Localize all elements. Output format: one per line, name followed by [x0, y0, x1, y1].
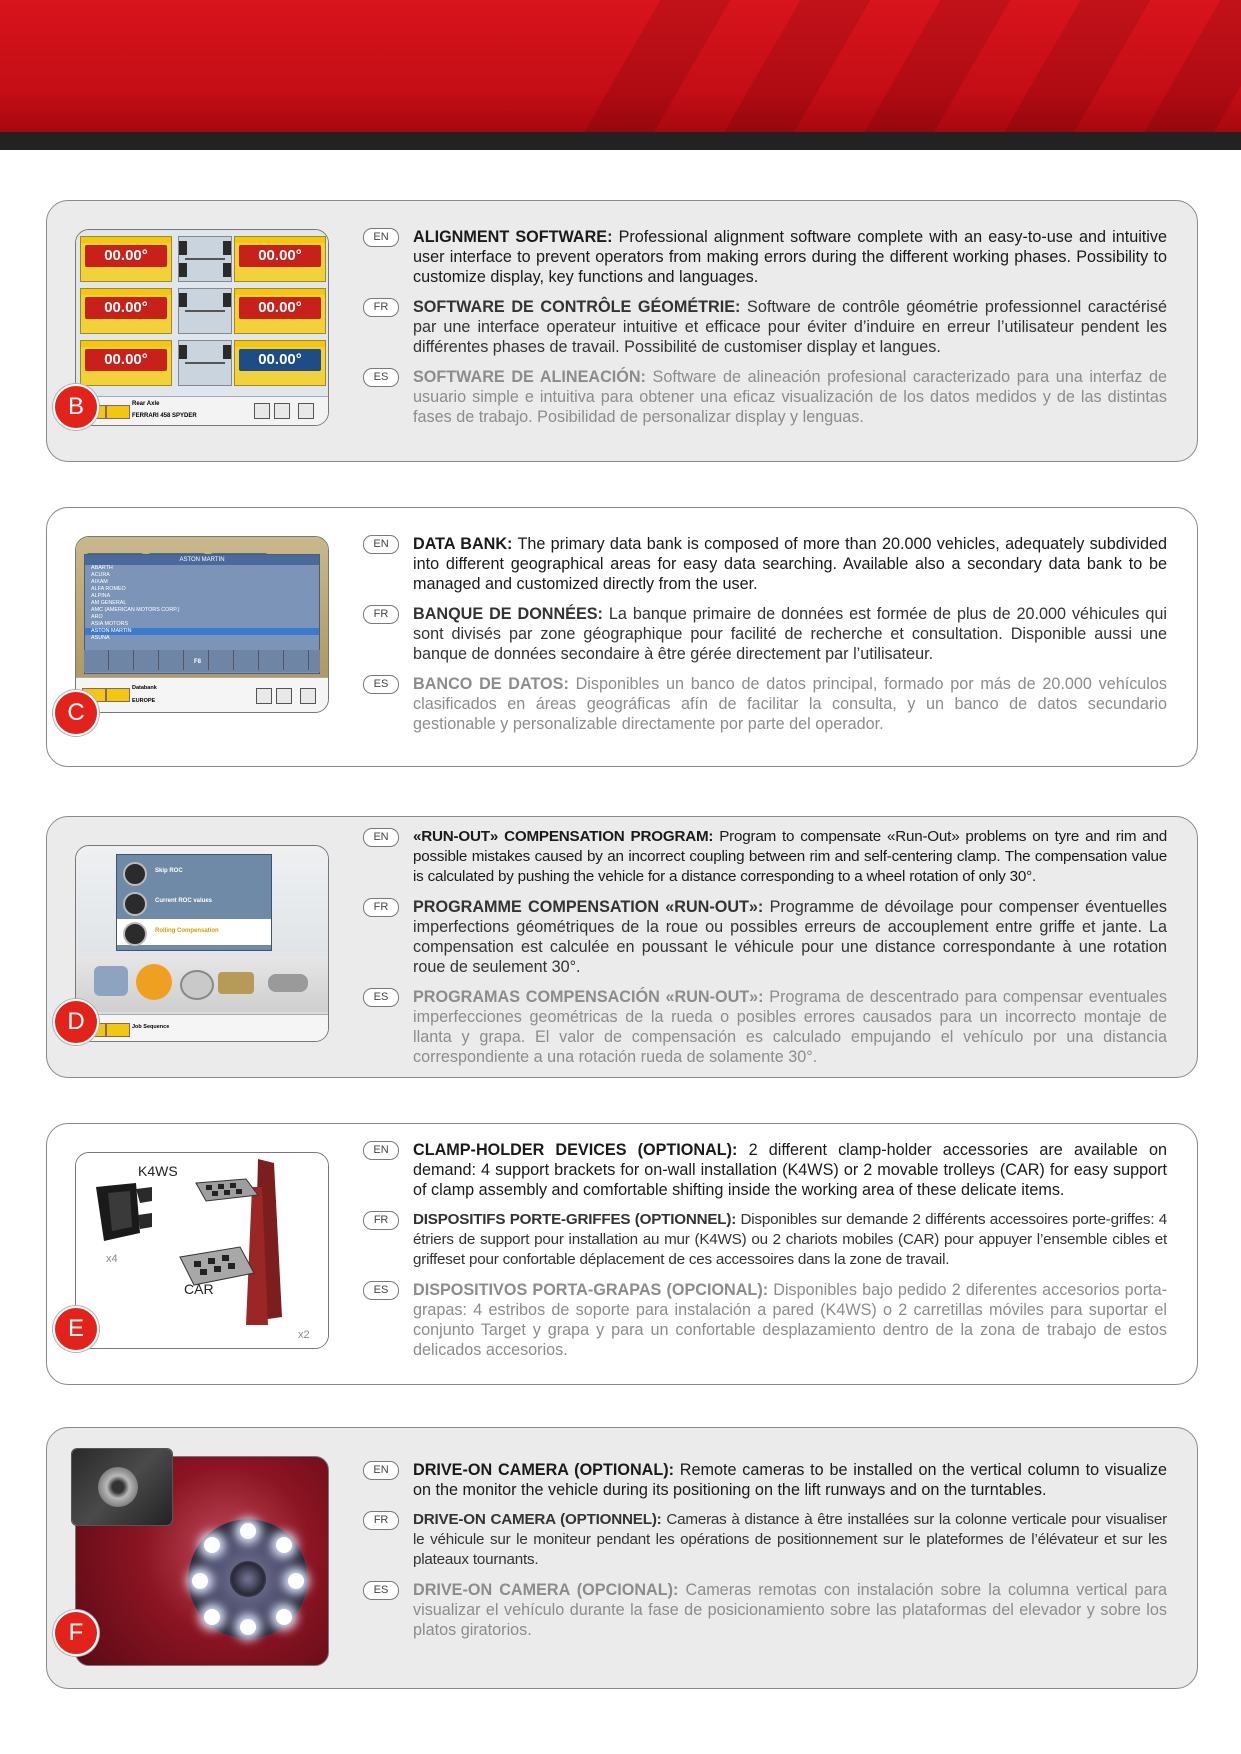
alignment-footer: Rear Axle FERRARI 458 SPYDER [76, 396, 328, 425]
option-current-roc: Current ROC values [117, 889, 271, 915]
job-sequence-footer: Job Sequence [76, 1014, 328, 1041]
lang-badge-es: ES [363, 1281, 399, 1300]
section-d-fr: FR PROGRAMME COMPENSATION «RUN-OUT»: Programme de dévoilage pour compenser éventuelles imperfections géométriques de la roue ou possibles erreurs de accouplement entre griffe et jante. La compensation est calculée en poussant le véhicule pour une distance correspondante à une rotation roue de seulement 30°. [413, 897, 1167, 977]
car-quantity: x2 [298, 1329, 310, 1341]
badge-d: D [53, 999, 99, 1045]
section-b-alignment-software [46, 200, 1198, 462]
next-arrow-icon [106, 688, 130, 702]
camera-icon [98, 1467, 138, 1507]
roc-menu [116, 854, 272, 951]
section-d-runout-compensation [46, 816, 1198, 1078]
section-c-es: ES BANCO DE DATOS: Disponibles un banco de datos principal, formado por más de 20.000 vehículos clasificados en áreas geográficas afín de facilitar la consulta, y un banco de datos secundario gestionable y personalizable directamente por parte del operador. [413, 674, 1167, 734]
tools-icon [254, 403, 270, 419]
list-item[interactable]: ASIA MOTORS [91, 621, 129, 627]
car-icon [256, 688, 272, 704]
badge-e: E [53, 1306, 99, 1352]
section-e-es: ES DISPOSITIVOS PORTA-GRAPAS (OPCIONAL): Disponibles bajo pedido 2 diferentes accesorios porta-grapas: 4 estribos de soporte para instalación a pared (K4WS) o 2 carretillas móviles para suportar el conjunto Target y grapa y para un confortable desplazamiento dentro de la zona de trabajo de estos delicados accesorios. [413, 1280, 1167, 1360]
databank-footer: Databank EUROPE [76, 677, 328, 712]
option-skip-roc: Skip ROC [117, 859, 271, 885]
list-item[interactable]: ASUNA [91, 635, 110, 641]
job-sequence-scene [76, 956, 328, 1012]
lang-badge-fr: FR [363, 1211, 399, 1230]
list-item[interactable]: ALFA ROMEO [91, 586, 126, 592]
list-item[interactable]: ACURA [91, 572, 110, 578]
list-item[interactable]: ASTON MARTIN [85, 628, 319, 635]
wall-bracket-icon [90, 1179, 160, 1249]
badge-c: C [53, 690, 99, 736]
list-header: ASTON MARTIN [85, 555, 319, 565]
lang-badge-en: EN [363, 828, 399, 847]
lang-badge-fr: FR [363, 898, 399, 917]
badge-b: B [53, 384, 99, 430]
camera-inset-photo [71, 1448, 173, 1526]
camber-right-value: 00.00° [239, 245, 321, 267]
filter-icon [276, 688, 292, 704]
thrust-angle-value: 00.00° [239, 349, 321, 371]
next-arrow-icon [106, 405, 130, 419]
print-icon [300, 688, 316, 704]
header-dark-band [0, 132, 1241, 150]
section-f-es: ES DRIVE-ON CAMERA (OPCIONAL): Cameras remotas con instalación sobre la columna vertical para visualizar el vehículo durante la fase de posicionamiento sobre las plataformas del elevador y sobre los platos giratorios. [413, 1580, 1167, 1640]
clamp-holder-image [75, 1152, 329, 1349]
section-f-fr: FR DRIVE-ON CAMERA (OPTIONNEL): Cameras à distance à être installées sur la colonne verticale pour visualiser le véhicule sur le moniteur pendant les opérations de positionnement sur le plateformes de l’élévateur et sur les plateaux tournants. [413, 1510, 1167, 1570]
print-icon [298, 403, 314, 419]
data-bank-screenshot [75, 536, 329, 713]
lang-badge-es: ES [363, 675, 399, 694]
k4ws-quantity: x4 [106, 1253, 118, 1265]
camber-left-value: 00.00° [85, 245, 167, 267]
list-item[interactable]: AM GENERAL [91, 600, 127, 606]
section-c-data-bank [46, 507, 1198, 767]
list-item[interactable]: ALPINA [91, 593, 111, 599]
trolley-icon [176, 1157, 306, 1327]
section-f-drive-on-camera [46, 1427, 1198, 1689]
function-keys [84, 650, 320, 672]
list-item[interactable]: ARO [91, 614, 103, 620]
section-e-en: EN CLAMP-HOLDER DEVICES (OPTIONAL): 2 different clamp-holder accessories are available on demand: 4 support brackets for on-wall installation (K4WS) or 2 movable trolleys (CAR) for easy support of clamp assembly and comfortable shifting inside the working area of these delicate items. [413, 1140, 1167, 1200]
lamp-icon [274, 403, 290, 419]
toe-right-value: 00.00° [239, 297, 321, 319]
lang-badge-en: EN [363, 1141, 399, 1160]
section-b-fr: FR SOFTWARE DE CONTRÔLE GÉOMÉTRIE: Software de contrôle géométrie professionnel caractérisé par une interface operateur intuitive et efficace pour éviter d’induire en erreur l’utilisateur pendent les différentes phases de travail. Possibilité de customiser display et langues. [413, 297, 1167, 357]
wheel-icon [123, 892, 147, 916]
lang-badge-fr: FR [363, 1511, 399, 1530]
list-item[interactable]: AMC (AMERICAN MOTORS CORP.) [91, 607, 180, 613]
section-b-es: ES SOFTWARE DE ALINEACIÓN: Software de alineación profesional caracterizado para una interfaz de usuario simple e intuitiva para obtener una eficaz visualización de los datos medidos y de las distintas fases de trabajo. Posibilidad de personalizar display y lenguas. [413, 367, 1167, 427]
section-f-en: EN DRIVE-ON CAMERA (OPTIONAL): Remote cameras to be installed on the vertical column to visualize on the monitor the vehicle during its positioning on the lift runways and on the turntables. [413, 1460, 1167, 1500]
alignment-software-screenshot [75, 229, 329, 426]
option-rolling-compensation: Rolling Compensation [117, 919, 271, 945]
header-band [0, 0, 1241, 132]
section-c-fr: FR BANQUE DE DONNÉES: La banque primaire de données est formée de plus de 20.000 véhicules qui sont divisés par zone géographique pour facilité de recherche et consultation. Disponible aussi une banque de données secondaire à être gérée directement par l’utilisateur. [413, 604, 1167, 664]
section-e-fr: FR DISPOSITIFS PORTE-GRIFFES (OPTIONNEL): Disponibles sur demande 2 différents accessoires porte-griffes: 4 étriers de support pour installation au mur (K4WS) ou 2 chariots mobiles (CAR) pour appuyer l’ensemble cibles et griffeset pour confortable déplacement de ces accessoires dans la zone de travail. [413, 1210, 1167, 1270]
lang-badge-en: EN [363, 1461, 399, 1480]
total-toe-value: 00.00° [85, 349, 167, 371]
lang-badge-es: ES [363, 1581, 399, 1600]
lang-badge-en: EN [363, 228, 399, 247]
toe-left-value: 00.00° [85, 297, 167, 319]
wheel-icon [123, 862, 147, 886]
next-arrow-icon [106, 1023, 130, 1037]
key-label: F8 [194, 659, 202, 665]
list-item[interactable]: ABARTH [91, 565, 113, 571]
lang-badge-fr: FR [363, 298, 399, 317]
section-d-es: ES PROGRAMAS COMPENSACIÓN «RUN-OUT»: Programa de descentrado para compensar eventuales imperfecciones geométricas de la rueda o posibles errores causados para un incorrecto montaje de llanta y grapa. El valor de compensación es calculado empujando el vehículo por una distancia correspondiente a una rotación rueda de solamente 30°. [413, 987, 1167, 1067]
badge-f: F [53, 1610, 99, 1656]
section-e-clamp-holder [46, 1123, 1198, 1385]
lang-badge-es: ES [363, 988, 399, 1007]
section-c-en: EN DATA BANK: The primary data bank is composed of more than 20.000 vehicles, adequately subdivided into different geographical areas for easy data searching. Available also a secondary data bank to be managed and customized directly from the user. [413, 534, 1167, 594]
car-label: CAR [184, 1281, 214, 1297]
section-d-en: EN «RUN-OUT» COMPENSATION PROGRAM: Program to compensate «Run-Out» problems on tyre and rim and possible mistakes caused by an incorrect coupling between rim and self-centering clamp. The compensation value is calculated by pushing the vehicle for a distance corresponding to a wheel rotation of only 30°. [413, 827, 1167, 887]
lang-badge-en: EN [363, 535, 399, 554]
section-b-en: EN ALIGNMENT SOFTWARE: Professional alignment software complete with an easy-to-use and intuitive user interface to prevent operators from making errors during the different working phases. Possibility to customize display, key functions and languages. [413, 227, 1167, 287]
list-item[interactable]: AIXAM [91, 579, 108, 585]
k4ws-label: K4WS [138, 1163, 178, 1179]
lang-badge-fr: FR [363, 605, 399, 624]
wheel-icon [123, 922, 147, 946]
led-ring-camera [188, 1519, 308, 1639]
lang-badge-es: ES [363, 368, 399, 387]
runout-screenshot [75, 845, 329, 1042]
